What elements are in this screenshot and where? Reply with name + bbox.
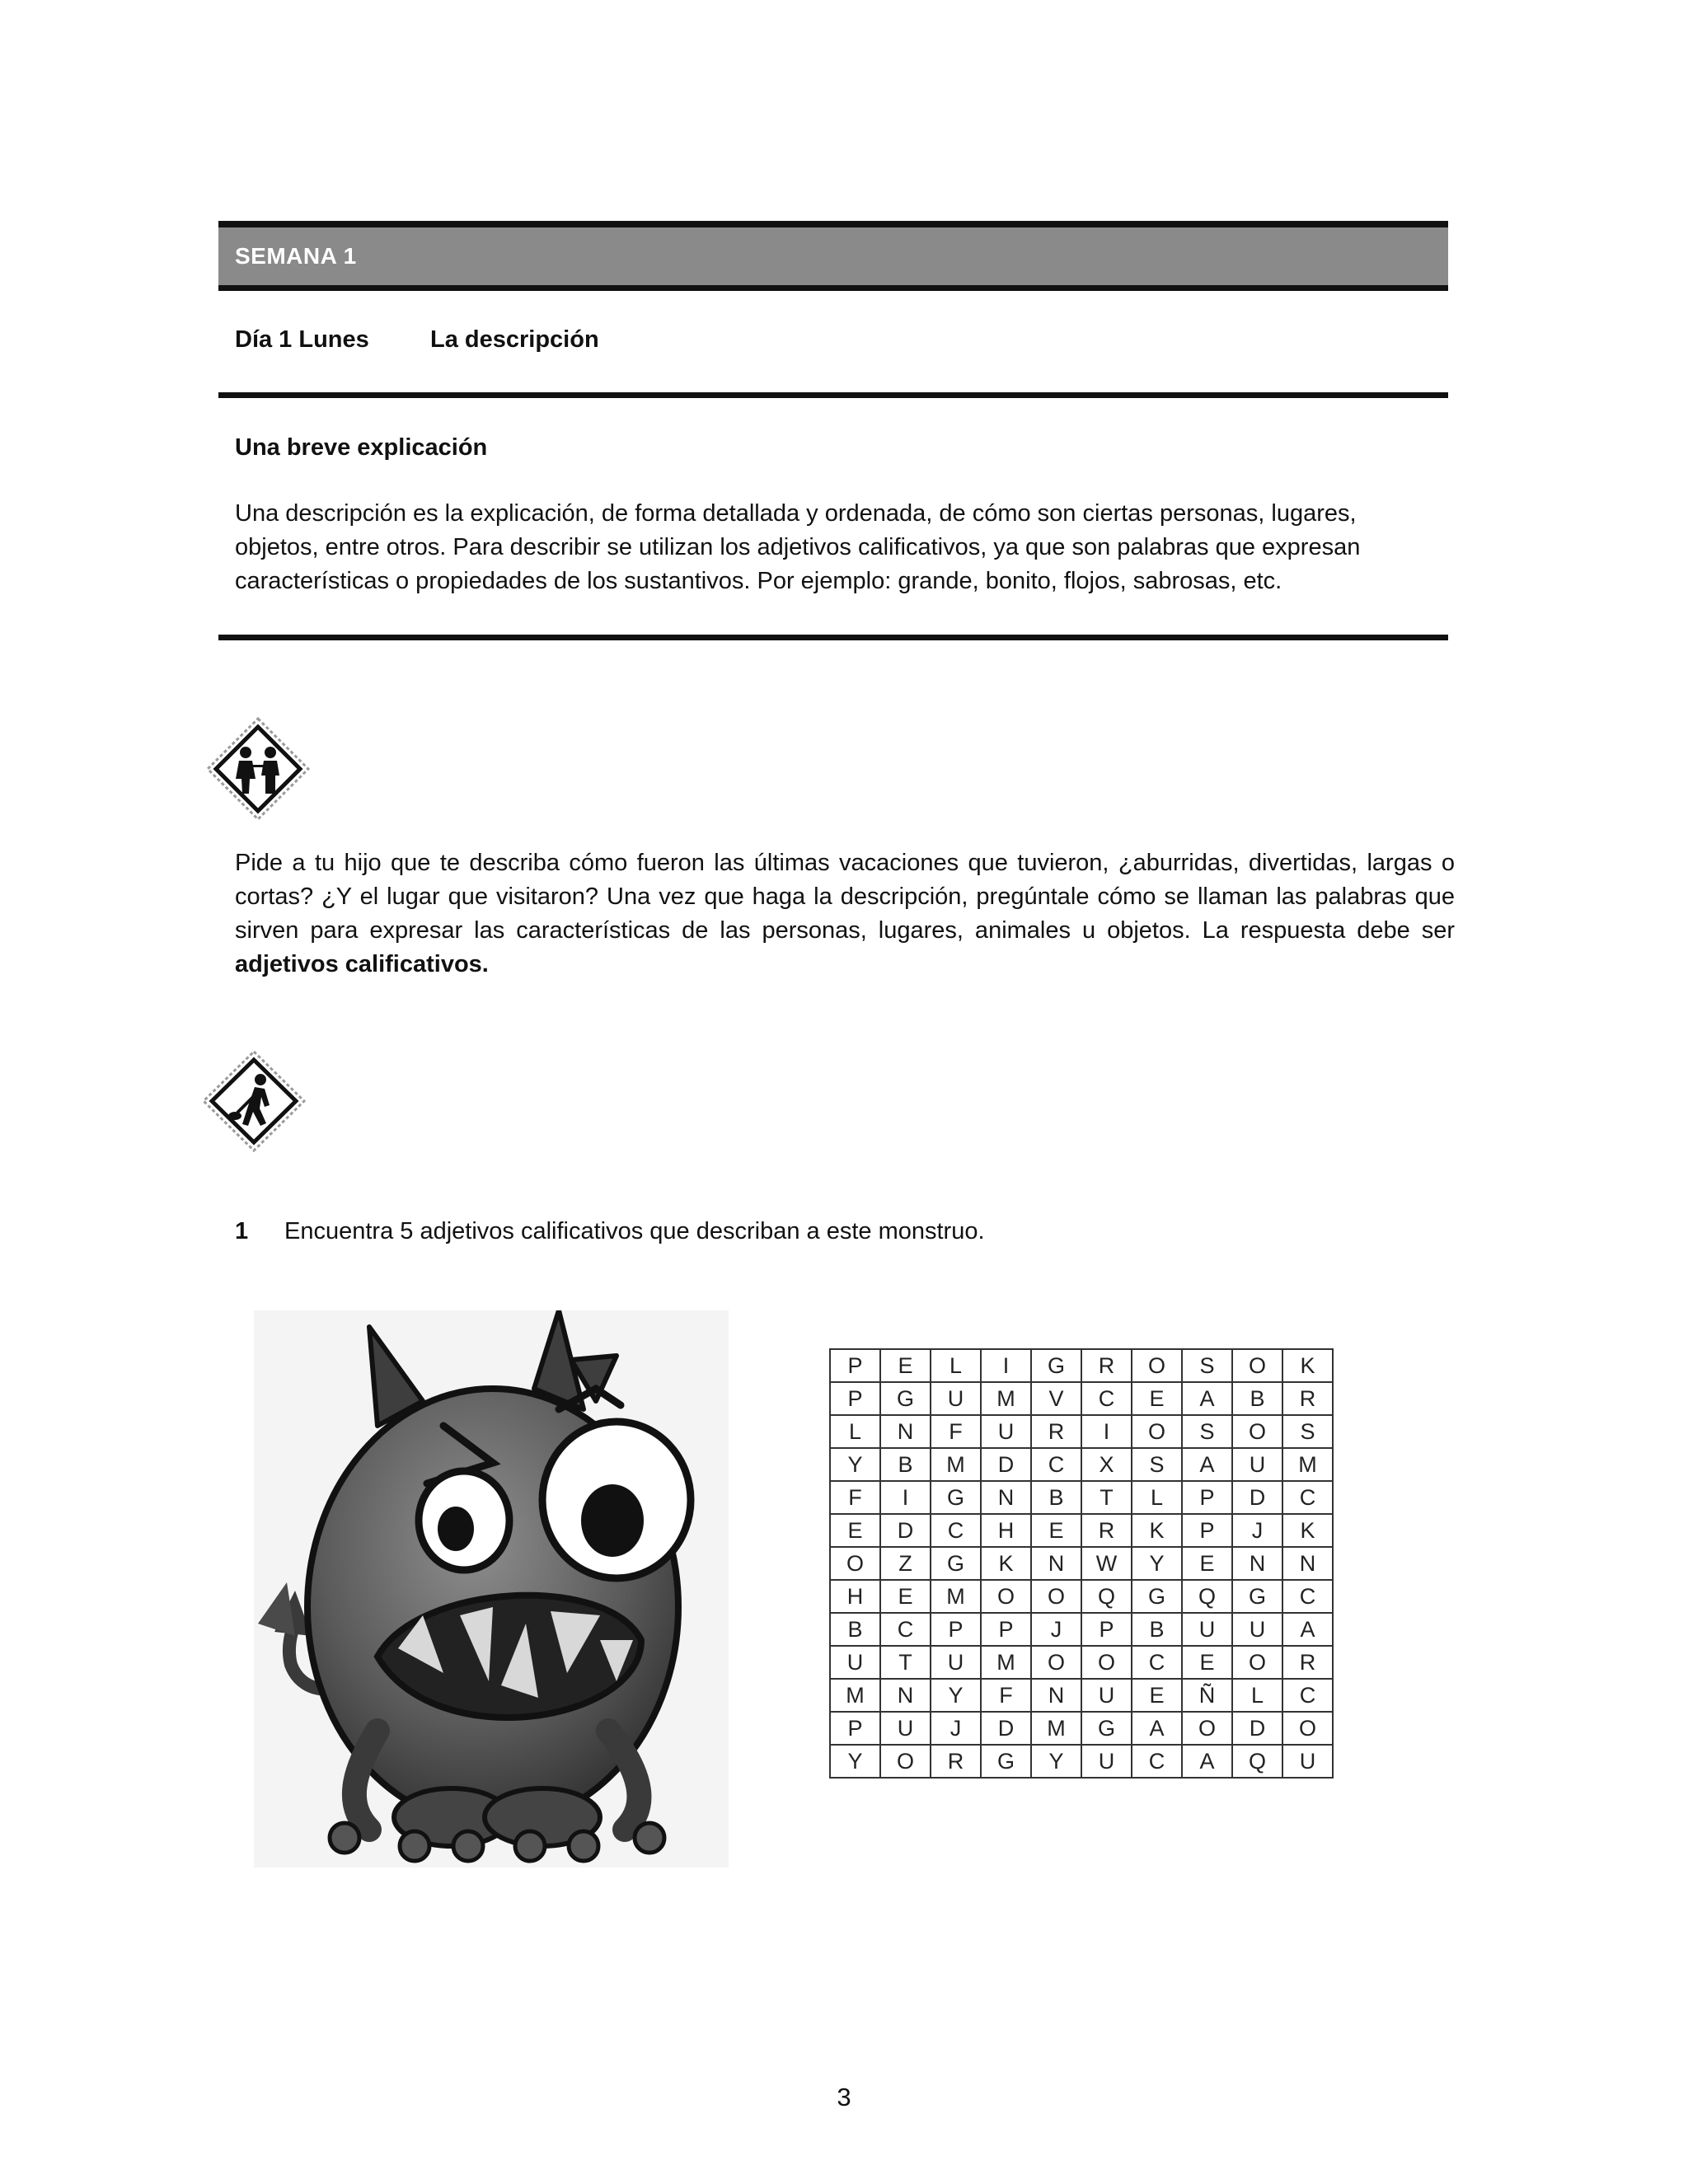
word-search-cell: J xyxy=(1232,1514,1282,1547)
word-search-cell: D xyxy=(880,1514,931,1547)
word-search-cell: P xyxy=(1182,1514,1232,1547)
word-search-cell: B xyxy=(1132,1613,1182,1646)
word-search-cell: P xyxy=(981,1613,1031,1646)
word-search-cell: Z xyxy=(880,1547,931,1580)
word-search-cell: O xyxy=(1031,1646,1081,1679)
word-search-cell: O xyxy=(981,1580,1031,1613)
word-search-cell: G xyxy=(1132,1580,1182,1613)
word-search-cell: G xyxy=(931,1547,981,1580)
word-search-cell: F xyxy=(981,1679,1031,1712)
word-search-cell: K xyxy=(981,1547,1031,1580)
word-search-cell: M xyxy=(1282,1448,1333,1481)
word-search-cell: O xyxy=(1132,1349,1182,1382)
word-search-cell: T xyxy=(1081,1481,1132,1514)
word-search-cell: A xyxy=(1132,1712,1182,1745)
word-search-row xyxy=(830,1514,1333,1547)
week-banner xyxy=(218,227,1448,285)
word-search-cell: U xyxy=(1282,1745,1333,1778)
word-search-cell: M xyxy=(931,1448,981,1481)
word-search-cell: G xyxy=(1232,1580,1282,1613)
word-search-cell: W xyxy=(1081,1547,1132,1580)
word-search-cell: Y xyxy=(1031,1745,1081,1778)
word-search-cell: O xyxy=(830,1547,880,1580)
word-search-cell: E xyxy=(1182,1547,1232,1580)
word-search-cell: B xyxy=(880,1448,931,1481)
word-search-cell: E xyxy=(880,1349,931,1382)
word-search-cell: T xyxy=(880,1646,931,1679)
word-search-cell: G xyxy=(1081,1712,1132,1745)
word-search-cell: U xyxy=(931,1382,981,1415)
word-search-cell: G xyxy=(981,1745,1031,1778)
word-search-cell: Q xyxy=(1232,1745,1282,1778)
word-search-cell: N xyxy=(880,1679,931,1712)
word-search-cell: P xyxy=(931,1613,981,1646)
parent-instructions xyxy=(235,846,1455,982)
word-search-cell: Ñ xyxy=(1182,1679,1232,1712)
word-search-cell: E xyxy=(830,1514,880,1547)
week-label: SEMANA 1 xyxy=(235,243,357,269)
word-search-cell: A xyxy=(1182,1382,1232,1415)
monster-illustration xyxy=(254,1310,729,1868)
word-search-cell: S xyxy=(1182,1415,1232,1448)
explanation-title: Una breve explicación xyxy=(235,434,488,461)
word-search-cell: M xyxy=(981,1646,1031,1679)
word-search-cell: S xyxy=(1182,1349,1232,1382)
word-search-cell: L xyxy=(1232,1679,1282,1712)
word-search-cell: A xyxy=(1182,1448,1232,1481)
word-search-body xyxy=(830,1349,1333,1778)
word-search-cell: O xyxy=(1081,1646,1132,1679)
word-search-cell: C xyxy=(880,1613,931,1646)
word-search-cell: G xyxy=(931,1481,981,1514)
word-search-row xyxy=(830,1547,1333,1580)
word-search-cell: Q xyxy=(1081,1580,1132,1613)
page-number: 3 xyxy=(837,2083,851,2111)
word-search-cell: U xyxy=(830,1646,880,1679)
word-search-cell: R xyxy=(931,1745,981,1778)
word-search-cell: M xyxy=(981,1382,1031,1415)
word-search-cell: N xyxy=(981,1481,1031,1514)
word-search-cell: Y xyxy=(931,1679,981,1712)
word-search-cell: N xyxy=(1031,1679,1081,1712)
word-search-cell: R xyxy=(1282,1382,1333,1415)
word-search-cell: R xyxy=(1081,1349,1132,1382)
word-search-cell: B xyxy=(830,1613,880,1646)
word-search-cell: S xyxy=(1282,1415,1333,1448)
parent-instructions-emphasis: adjetivos calificativos. xyxy=(235,951,489,977)
word-search-cell: N xyxy=(1282,1547,1333,1580)
word-search-cell: D xyxy=(1232,1712,1282,1745)
word-search-cell: P xyxy=(1081,1613,1132,1646)
word-search-row xyxy=(830,1382,1333,1415)
word-search-cell: O xyxy=(1232,1415,1282,1448)
word-search-cell: N xyxy=(1031,1547,1081,1580)
parent-child-crossing-sign-icon xyxy=(204,715,312,823)
word-search-cell: C xyxy=(1081,1382,1132,1415)
word-search-cell: E xyxy=(880,1580,931,1613)
word-search-cell: C xyxy=(931,1514,981,1547)
word-search-cell: K xyxy=(1282,1514,1333,1547)
worker-sign-icon xyxy=(200,1048,307,1154)
exercise-instruction-row xyxy=(235,1218,985,1245)
word-search-cell: E xyxy=(1031,1514,1081,1547)
word-search-cell: U xyxy=(1081,1679,1132,1712)
word-search-row xyxy=(830,1712,1333,1745)
word-search-cell: P xyxy=(830,1349,880,1382)
word-search-cell: E xyxy=(1132,1679,1182,1712)
word-search-cell: B xyxy=(1031,1481,1081,1514)
word-search-cell: J xyxy=(1031,1613,1081,1646)
word-search-cell: D xyxy=(981,1448,1031,1481)
word-search-cell: P xyxy=(830,1382,880,1415)
word-search-cell: K xyxy=(1132,1514,1182,1547)
word-search-cell: B xyxy=(1232,1382,1282,1415)
word-search-cell: C xyxy=(1282,1580,1333,1613)
word-search-row xyxy=(830,1448,1333,1481)
word-search-row xyxy=(830,1646,1333,1679)
word-search-cell: K xyxy=(1282,1349,1333,1382)
word-search-row xyxy=(830,1349,1333,1382)
word-search-cell: R xyxy=(1031,1415,1081,1448)
word-search-cell: J xyxy=(931,1712,981,1745)
parent-instructions-text: Pide a tu hijo que te describa cómo fueron las últimas vacaciones que tuvieron, ¿aburridas, divertidas, largas o cortas? ¿Y el lugar que visitaron? Una vez que haga la descripción, pregúntale cómo se llaman las palabras que sirven para expresar las características de las personas, lugares, animales u objetos. La respuesta debe ser xyxy=(235,850,1455,944)
word-search-cell: O xyxy=(1232,1646,1282,1679)
word-search-cell: E xyxy=(1182,1646,1232,1679)
word-search-cell: R xyxy=(1282,1646,1333,1679)
word-search-cell: C xyxy=(1282,1481,1333,1514)
top-rule xyxy=(218,221,1448,227)
word-search-cell: O xyxy=(880,1745,931,1778)
word-search-cell: O xyxy=(1132,1415,1182,1448)
word-search-cell: O xyxy=(1182,1712,1232,1745)
word-search-cell: X xyxy=(1081,1448,1132,1481)
word-search-cell: O xyxy=(1031,1580,1081,1613)
word-search-cell: N xyxy=(880,1415,931,1448)
word-search-cell: U xyxy=(1232,1613,1282,1646)
word-search-cell: U xyxy=(880,1712,931,1745)
word-search-cell: L xyxy=(830,1415,880,1448)
word-search-cell: A xyxy=(1182,1745,1232,1778)
word-search-cell: D xyxy=(1232,1481,1282,1514)
word-search-cell: I xyxy=(880,1481,931,1514)
word-search-cell: G xyxy=(880,1382,931,1415)
banner-bottom-rule xyxy=(218,285,1448,291)
word-search-cell: M xyxy=(830,1679,880,1712)
exercise-number: 1 xyxy=(235,1218,249,1244)
word-search-cell: Q xyxy=(1182,1580,1232,1613)
word-search-cell: G xyxy=(1031,1349,1081,1382)
word-search-grid xyxy=(829,1348,1334,1779)
word-search-cell: Y xyxy=(1132,1547,1182,1580)
word-search-cell: U xyxy=(1182,1613,1232,1646)
word-search-cell: O xyxy=(1232,1349,1282,1382)
word-search-row xyxy=(830,1415,1333,1448)
word-search-cell: N xyxy=(1232,1547,1282,1580)
word-search-row xyxy=(830,1580,1333,1613)
word-search-cell: O xyxy=(1282,1712,1333,1745)
word-search-cell: P xyxy=(830,1712,880,1745)
word-search-cell: F xyxy=(931,1415,981,1448)
day-label: Día 1 Lunes xyxy=(235,326,369,353)
topic-label: La descripción xyxy=(430,326,599,353)
word-search-cell: C xyxy=(1132,1646,1182,1679)
word-search-cell: H xyxy=(981,1514,1031,1547)
word-search-cell: C xyxy=(1282,1679,1333,1712)
explanation-text: Una descripción es la explicación, de forma detallada y ordenada, de cómo son ciertas personas, lugares, objetos, entre otros. Para describir se utilizan los adjetivos calificativos, ya que son palabras que expresan características o propiedades de los sustantivos. Por ejemplo: grande, bonito, flojos, sabrosas, etc. xyxy=(235,500,1361,594)
day-row xyxy=(235,326,599,354)
word-search-cell: U xyxy=(1081,1745,1132,1778)
day-rule xyxy=(218,392,1448,398)
word-search-cell: E xyxy=(1132,1382,1182,1415)
word-search-cell: P xyxy=(1182,1481,1232,1514)
word-search-cell: U xyxy=(981,1415,1031,1448)
word-search-cell: D xyxy=(981,1712,1031,1745)
word-search-cell: R xyxy=(1081,1514,1132,1547)
word-search-cell: M xyxy=(1031,1712,1081,1745)
word-search-cell: I xyxy=(981,1349,1031,1382)
word-search-cell: Y xyxy=(830,1448,880,1481)
word-search-cell: L xyxy=(931,1349,981,1382)
word-search-row xyxy=(830,1679,1333,1712)
word-search-row xyxy=(830,1745,1333,1778)
word-search-row xyxy=(830,1481,1333,1514)
word-search-row xyxy=(830,1613,1333,1646)
word-search-cell: A xyxy=(1282,1613,1333,1646)
explanation-bottom-rule xyxy=(218,635,1448,640)
word-search-cell: M xyxy=(931,1580,981,1613)
word-search-cell: I xyxy=(1081,1415,1132,1448)
word-search-cell: U xyxy=(931,1646,981,1679)
word-search-cell: Y xyxy=(830,1745,880,1778)
word-search-cell: L xyxy=(1132,1481,1182,1514)
word-search-cell: F xyxy=(830,1481,880,1514)
word-search-cell: S xyxy=(1132,1448,1182,1481)
word-search-cell: V xyxy=(1031,1382,1081,1415)
exercise-instruction: Encuentra 5 adjetivos calificativos que describan a este monstruo. xyxy=(284,1218,985,1244)
word-search-cell: C xyxy=(1031,1448,1081,1481)
word-search-cell: U xyxy=(1232,1448,1282,1481)
word-search-cell: H xyxy=(830,1580,880,1613)
word-search-cell: C xyxy=(1132,1745,1182,1778)
